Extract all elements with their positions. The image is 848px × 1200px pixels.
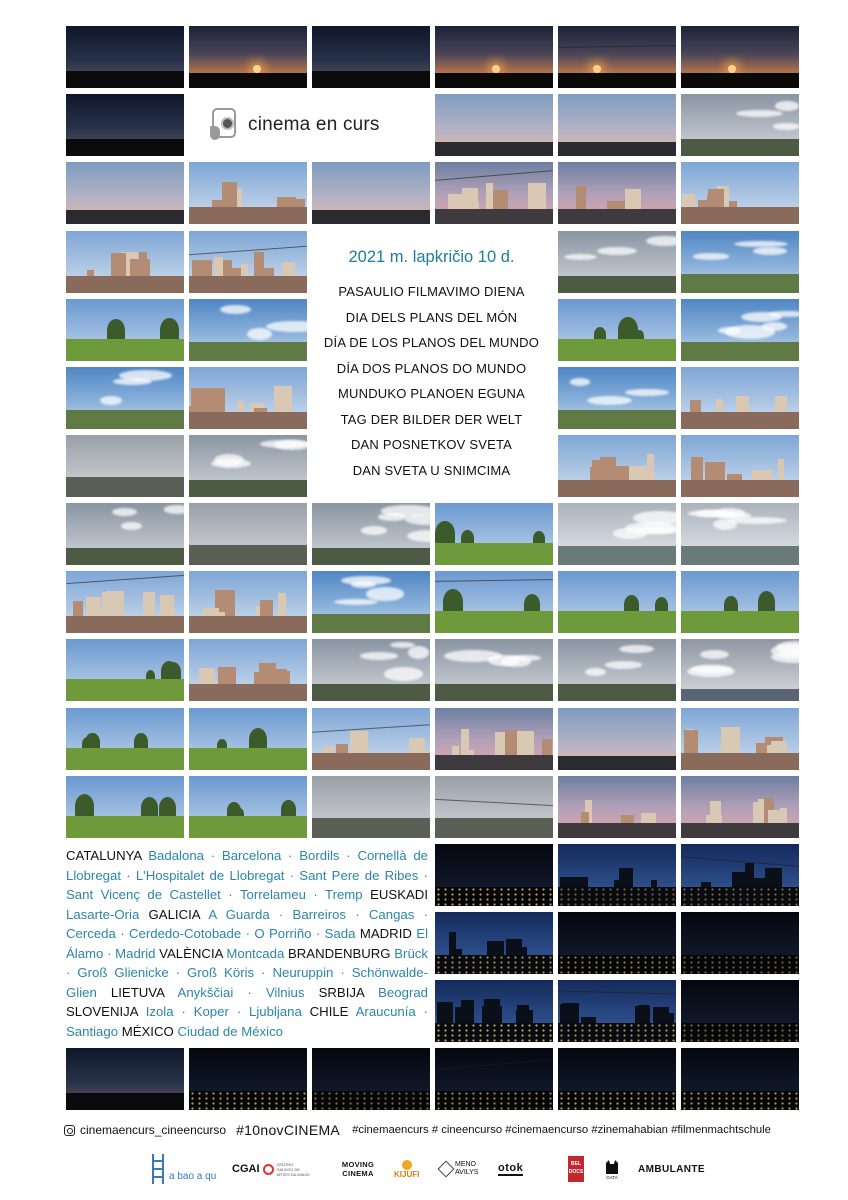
country-name: MÉXICO: [121, 1023, 174, 1039]
bel-docs-logo: [568, 1150, 584, 1188]
sky-photo: [435, 162, 553, 224]
sky-photo: [681, 571, 799, 633]
sky-photo: [681, 26, 799, 88]
event-title: DAN SVETA U SNIMCIMA: [352, 462, 511, 478]
sky-photo: [435, 912, 553, 974]
locations-list: [66, 846, 428, 1044]
sky-photo: [435, 26, 553, 88]
partner-logos: [140, 1150, 720, 1188]
country-name: MADRID: [359, 926, 412, 941]
sky-photo: [681, 367, 799, 429]
city-name: Bordils: [299, 848, 340, 863]
a-bao-label: a bao a qu: [169, 1170, 217, 1182]
sky-photo: [312, 162, 430, 224]
sky-photo: [681, 94, 799, 156]
sky-photo: [681, 231, 799, 293]
sky-photo: [189, 367, 307, 429]
city-name: Araucunía: [355, 1004, 416, 1019]
city-name: Madrid: [115, 945, 156, 961]
sky-photo: [558, 776, 676, 838]
sky-photo: [189, 26, 307, 88]
city-name: Cangas: [368, 906, 415, 922]
sky-photo: [189, 571, 307, 633]
separator-dot: ·: [115, 926, 130, 941]
separator-dot: ·: [228, 1004, 249, 1019]
sky-photo: [66, 26, 184, 88]
city-name: Barcelona: [221, 848, 282, 863]
sky-photo: [435, 980, 553, 1042]
sky-photo: [558, 708, 676, 770]
separator-dot: ·: [254, 965, 273, 980]
sky-photo: [66, 367, 184, 429]
ambulante-logo: [638, 1150, 705, 1188]
sky-photo: [558, 980, 676, 1042]
event-title: TAG DER BILDER DER WELT: [340, 411, 523, 427]
kijufi-label: KIJUFI: [394, 1169, 420, 1179]
sky-photo: [189, 639, 307, 701]
main-hashtag: #10novCINEMA: [236, 1122, 341, 1138]
separator-dot: ·: [121, 867, 136, 883]
a-bao-a-qu-logo: [150, 1150, 216, 1188]
sky-photo: [66, 571, 184, 633]
ambulante-label: AMBULANTE: [638, 1163, 705, 1175]
separator-dot: ·: [418, 867, 428, 883]
separator-dot: ·: [333, 965, 352, 980]
sky-photo: [681, 776, 799, 838]
otok-label: otok: [498, 1162, 524, 1174]
sky-photo: [681, 435, 799, 497]
separator-dot: ·: [284, 867, 300, 883]
event-title: PASAULIO FILMAVIMO DIENA: [338, 284, 525, 299]
sky-photo: [189, 231, 307, 293]
sky-photo: [558, 639, 676, 701]
event-title: MUNDUKO PLANOEN EGUNA: [338, 386, 525, 401]
event-titles: [311, 279, 552, 483]
sky-photo: [558, 1048, 676, 1110]
separator-dot: ·: [168, 965, 188, 980]
otok-logo: [498, 1150, 523, 1188]
city-name: Sant Pere de Ribes: [299, 867, 419, 883]
sky-photo: [312, 571, 430, 633]
bel-docs-label: BEL DOCS: [568, 1156, 584, 1182]
separator-dot: ·: [203, 848, 222, 863]
sky-photo: [312, 503, 430, 565]
city-name: Neuruppin: [272, 965, 334, 980]
city-name: Tremp: [325, 887, 363, 902]
sky-photo: [558, 435, 676, 497]
sky-photo: [435, 94, 553, 156]
city-name: A Guarda: [208, 906, 270, 922]
sky-photo: [435, 571, 553, 633]
sky-photo: [66, 1048, 184, 1110]
sky-photo: [312, 776, 430, 838]
country-name: BRANDENBURG: [287, 945, 391, 961]
brand-name: cinema en curs: [248, 114, 380, 135]
city-name: Ljubljana: [248, 1004, 302, 1019]
event-panel: [311, 228, 552, 496]
sky-photo: [312, 26, 430, 88]
sky-photo: [66, 708, 184, 770]
sky-photo: [558, 844, 676, 906]
sky-photo: [189, 162, 307, 224]
sky-photo: [66, 503, 184, 565]
sky-photo: [66, 231, 184, 293]
gata-label: GATA: [606, 1174, 618, 1180]
sky-photo: [681, 299, 799, 361]
sky-photo: [66, 162, 184, 224]
city-name: Ciudad de México: [177, 1023, 283, 1039]
sky-photo: [189, 1048, 307, 1110]
sky-photo: [558, 231, 676, 293]
moving-cinema-label: MOVING CINEMA: [341, 1160, 375, 1178]
cgai-sub-label: CENTRO GALEGO DE ARTES DA IMAXE: [276, 1161, 310, 1177]
sky-photo: [558, 367, 676, 429]
city-name: Izola: [145, 1004, 174, 1019]
meno-avilys-logo: [440, 1150, 481, 1188]
sky-photo: [558, 571, 676, 633]
meno-avilys-icon: [438, 1161, 455, 1178]
separator-dot: ·: [305, 887, 325, 902]
country-name: EUSKADI: [370, 887, 428, 902]
separator-dot: ·: [339, 848, 358, 863]
sky-photo: [66, 776, 184, 838]
cgai-label: CGAI: [232, 1163, 260, 1175]
separator-dot: ·: [241, 926, 255, 941]
separator-dot: ·: [346, 906, 369, 922]
kijufi-logo: [394, 1150, 419, 1188]
gata-logo: [604, 1150, 620, 1188]
city-name: Montcada: [226, 945, 285, 961]
sky-photo: [189, 708, 307, 770]
city-name: Torrelameu: [239, 887, 306, 902]
city-name: Cerceda: [66, 926, 116, 941]
sky-photo: [66, 639, 184, 701]
sky-photo: [681, 162, 799, 224]
event-title: DÍA DOS PLANOS DO MUNDO: [336, 360, 527, 376]
sky-photo: [435, 639, 553, 701]
separator-dot: ·: [415, 1004, 428, 1019]
city-name: Santiago: [66, 1023, 119, 1039]
city-name: Anykščiai: [177, 984, 234, 1000]
hashtags: #cinemaencurs # cineencurso #cinemaencurso #zinemahabian #filmenmachtschule: [352, 1124, 771, 1136]
country-name: VALÈNCIA: [159, 945, 223, 961]
separator-dot: ·: [103, 945, 116, 961]
cinema-en-curs-logo: [188, 94, 430, 156]
sky-photo: [681, 980, 799, 1042]
sky-photo: [681, 844, 799, 906]
meno-avilys-label: MENO AVILYS: [455, 1161, 479, 1176]
ladder-icon: [150, 1153, 166, 1185]
separator-dot: ·: [66, 965, 78, 980]
city-name: Groß Glienicke: [77, 965, 169, 980]
separator-dot: ·: [220, 887, 240, 902]
sky-photo: [312, 639, 430, 701]
sky-photo: [435, 776, 553, 838]
cgai-logo: [232, 1150, 311, 1188]
sky-photo: [681, 912, 799, 974]
separator-dot: ·: [269, 906, 293, 922]
sky-photo: [66, 94, 184, 156]
sky-photo: [189, 776, 307, 838]
cgai-circle-icon: [263, 1164, 274, 1175]
event-title: DIA DELS PLANS DEL MÓN: [345, 309, 518, 325]
country-name: GALICIA: [148, 906, 200, 922]
kijufi-dot-icon: [402, 1160, 412, 1170]
sky-photo: [435, 1048, 553, 1110]
separator-dot: ·: [173, 1004, 194, 1019]
city-name: O Porriño: [254, 926, 312, 941]
sky-photo: [435, 503, 553, 565]
separator-dot: ·: [311, 926, 325, 941]
city-name: Sant Vicenç de Castellet: [66, 887, 221, 902]
city-name: Badalona: [148, 848, 204, 863]
sky-photo: [558, 162, 676, 224]
city-name: Koper: [193, 1004, 229, 1019]
sky-photo: [681, 503, 799, 565]
city-name: Vilnius: [265, 984, 305, 1000]
sky-photo: [66, 299, 184, 361]
country-name: CATALUNYA: [66, 848, 142, 863]
city-name: Lasarte-Oria: [66, 906, 140, 922]
sky-photo: [558, 26, 676, 88]
camera-logo-icon: [212, 108, 240, 142]
separator-dot: ·: [414, 906, 429, 922]
city-name: Sada: [324, 926, 356, 941]
sky-photo: [66, 435, 184, 497]
country-name: CHILE: [309, 1004, 349, 1019]
city-name: Cerdedo-Cotobade: [129, 926, 242, 941]
city-name: Barreiros: [292, 906, 347, 922]
separator-dot: ·: [281, 848, 300, 863]
city-name: L'Hospitalet de Llobregat: [135, 867, 285, 883]
country-name: LIETUVA: [110, 984, 165, 1000]
sky-photo: [558, 299, 676, 361]
event-title: DÍA DE LOS PLANOS DEL MUNDO: [323, 335, 540, 350]
city-name: Cornellà de Llobregat: [66, 848, 428, 883]
city-name: El Álamo: [66, 926, 429, 961]
sky-photo: [681, 639, 799, 701]
sky-photo: [435, 708, 553, 770]
city-name: Schönwalde-Glien: [66, 965, 428, 1000]
sky-photo: [558, 503, 676, 565]
social-handle: cinemaencurs_cineencurso: [80, 1123, 227, 1137]
cat-icon: [604, 1159, 620, 1175]
sky-photo: [189, 435, 307, 497]
city-name: Beograd: [378, 984, 428, 1000]
event-title: DAN POSNETKOV SVETA: [350, 437, 513, 452]
instagram-icon: [64, 1125, 75, 1136]
country-name: SRBIJA: [318, 984, 365, 1000]
city-name: Groß Köris: [187, 965, 255, 980]
city-name: Brück: [394, 945, 428, 961]
sky-photo: [681, 708, 799, 770]
sky-photo: [312, 708, 430, 770]
footer: [64, 1118, 804, 1142]
sky-photo: [189, 299, 307, 361]
event-date: 2021 m. lapkričio 10 d.: [348, 248, 515, 266]
sky-photo: [189, 503, 307, 565]
sky-photo: [558, 912, 676, 974]
sky-photo: [435, 844, 553, 906]
separator-dot: ·: [233, 984, 266, 1000]
moving-cinema-logo: [338, 1150, 378, 1188]
sky-photo: [558, 94, 676, 156]
sky-photo: [312, 1048, 430, 1110]
country-name: SLOVENIJA: [66, 1004, 138, 1019]
sky-photo: [681, 1048, 799, 1110]
